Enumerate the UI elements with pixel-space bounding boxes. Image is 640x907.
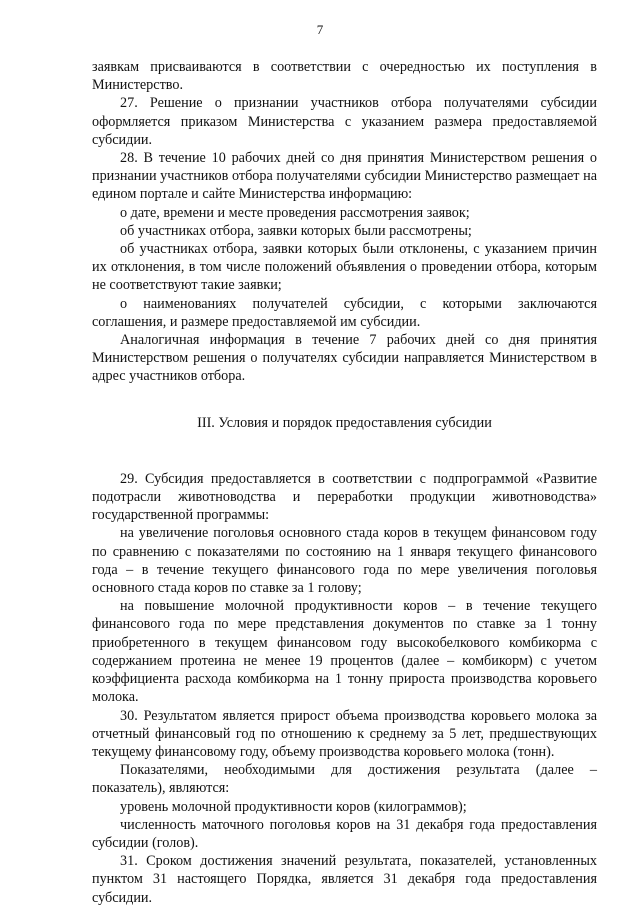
paragraph-item-31: 31. Сроком достижения значений результата, показателей, установленных пунктом 31 настоящего Порядка, является 31 декабря года предоставления субсидии. <box>92 853 597 906</box>
section-heading: III. Условия и порядок предоставления субсидии <box>197 414 492 431</box>
paragraph-milk-productivity: на повышение молочной продуктивности коров – в течение текущего финансового года по мере представления документов по ставке за 1 тонну приобретенного в текущем финансовом году высокобелкового комбикорма с содержанием протеина не менее 19 процентов (далее – комбикорм) с учетом коэффициента расхода комбикорма на 1 тонну прироста производства коровьего молока. <box>92 598 597 706</box>
paragraph-info-rejected: об участниках отбора, заявки которых были отклонены, с указанием причин их отклонения, в том числе положений объявления о проведении отбора, которым не соответствуют такие заявки; <box>92 241 597 294</box>
paragraph-item-27: 27. Решение о признании участников отбора получателями субсидии оформляется приказом Министерства с указанием размера предоставляемой субсидии. <box>92 95 597 148</box>
paragraph-continuation: заявкам присваиваются в соответствии с очередностью их поступления в Министерство. <box>92 59 597 94</box>
paragraph-info-recipients: о наименованиях получателей субсидии, с которыми заключаются соглашения, и размере предоставляемой им субсидии. <box>92 295 597 330</box>
paragraph-info-reviewed: об участниках отбора, заявки которых были рассмотрены; <box>120 222 472 239</box>
paragraph-indicator-herd: численность маточного поголовья коров на 31 декабря года предоставления субсидии (голов). <box>92 816 597 851</box>
paragraph-item-28: 28. В течение 10 рабочих дней со дня принятия Министерством решения о признании участников отбора получателями субсидии Министерство размещает на едином портале и сайте Министерства информацию: <box>92 150 597 203</box>
paragraph-similar-info: Аналогичная информация в течение 7 рабочих дней со дня принятия Министерством решения о получателях субсидии направляется Министерством в адрес участников отбора. <box>92 332 597 385</box>
paragraph-herd-increase: на увеличение поголовья основного стада коров в текущем финансовом году по сравнению с показателями по состоянию на 1 января текущего финансового года – в течение текущего финансового года по мере увеличения поголовья основного стада коров по ставке за 1 голову; <box>92 525 597 597</box>
paragraph-indicator-milk: уровень молочной продуктивности коров (килограммов); <box>120 798 467 815</box>
document-body <box>92 58 597 907</box>
paragraph-indicators: Показателями, необходимыми для достижения результата (далее – показатель), являются: <box>92 762 597 797</box>
paragraph-item-29: 29. Субсидия предоставляется в соответствии с подпрограммой «Развитие подотрасли животноводства и переработки продукции животноводства» государственной программы: <box>92 470 597 524</box>
page-number: 7 <box>316 22 324 37</box>
paragraph-info-date: о дате, времени и месте проведения рассмотрения заявок; <box>120 204 470 221</box>
paragraph-item-30: 30. Результатом является прирост объема производства коровьего молока за отчетный финансовый год по отношению к среднему за 5 лет, предшествующих текущему финансовому году, объему производства коровьего молока (тонн). <box>92 707 597 760</box>
